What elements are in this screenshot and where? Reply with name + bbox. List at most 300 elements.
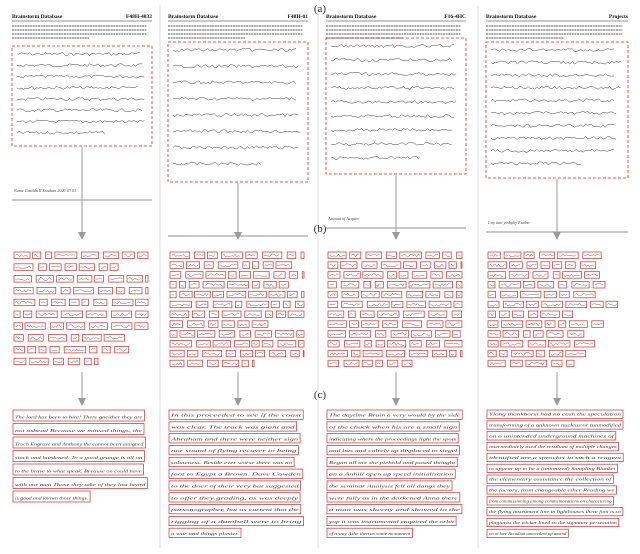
word-ink [191, 284, 197, 285]
word-ink [503, 323, 522, 326]
word-ink [172, 334, 176, 336]
word-ink [539, 284, 551, 287]
handwriting-stroke [17, 64, 142, 67]
word-ink [364, 362, 371, 365]
word-ink [411, 284, 428, 287]
word-bounding-box [110, 264, 118, 271]
word-ink [16, 279, 30, 281]
word-ink [408, 294, 420, 297]
segmented-line-text: In this proceeded to see if the coast [168, 412, 303, 418]
word-bounding-box [252, 341, 259, 348]
word-ink [389, 343, 404, 346]
word-bounding-box [242, 360, 248, 367]
segmented-line-text: to appear up to be a (unionized) Sampling Blanket [489, 465, 617, 471]
word-ink [525, 284, 532, 286]
word-ink [25, 314, 31, 315]
word-bounding-box [375, 282, 383, 289]
page-footer-signature: Amount of Acquire [328, 216, 360, 221]
word-bounding-box [328, 291, 337, 298]
word-ink [550, 343, 569, 346]
page-column-2 [160, 6, 308, 548]
word-bounding-box [98, 287, 112, 294]
word-bounding-box [340, 262, 357, 269]
word-ink [366, 343, 370, 346]
word-ink [350, 314, 353, 315]
word-ink [104, 349, 108, 351]
word-bounding-box [253, 262, 259, 269]
word-ink [41, 302, 45, 303]
segmented-line-text: of a way Ashe then as some monument [329, 530, 412, 536]
page-header-form-id: F16-4HC [444, 14, 466, 20]
word-bounding-box [350, 321, 359, 328]
word-ink [330, 284, 334, 285]
word-ink [189, 354, 196, 356]
segmented-line-text: on ot lore Arcadian antecedent up amend [489, 530, 568, 536]
segmented-line-text: on a unintended underground machines of [489, 433, 616, 439]
word-ink [139, 255, 146, 257]
word-bounding-box [503, 331, 519, 338]
word-bounding-box [274, 272, 285, 279]
handwriting-stroke [491, 48, 614, 51]
word-bounding-box [378, 311, 399, 318]
word-ink [137, 313, 146, 316]
word-bounding-box [351, 350, 360, 357]
word-bounding-box [427, 341, 440, 348]
word-ink [567, 352, 584, 355]
word-ink [91, 325, 105, 328]
word-ink [113, 325, 130, 328]
word-bounding-box [14, 276, 31, 283]
word-bounding-box [386, 252, 396, 259]
word-bounding-box [45, 252, 51, 259]
word-ink [342, 264, 356, 267]
word-bounding-box [524, 331, 531, 338]
word-bounding-box [103, 252, 118, 259]
word-bounding-box [547, 331, 563, 338]
word-ink [411, 353, 426, 355]
word-bounding-box [40, 299, 48, 306]
word-ink [16, 290, 31, 293]
handwriting-stroke [491, 111, 616, 114]
word-ink [250, 294, 264, 296]
word-bounding-box [197, 341, 211, 348]
word-bounding-box [48, 335, 66, 342]
word-bounding-box [55, 252, 77, 259]
word-ink [63, 313, 82, 316]
word-ink [353, 353, 359, 356]
word-bounding-box [549, 350, 563, 357]
word-bounding-box [450, 350, 456, 357]
word-bounding-box [510, 262, 523, 269]
word-bounding-box [189, 282, 199, 289]
word-ink [181, 285, 184, 286]
word-ink [38, 278, 52, 281]
page-header-title: Brainstorm Database [168, 14, 219, 20]
word-bounding-box [541, 311, 560, 318]
word-bounding-box [488, 282, 495, 289]
word-ink [16, 255, 28, 257]
word-ink [346, 362, 358, 365]
segmented-line-text: was clear. The track was giant and [171, 424, 297, 430]
word-ink [490, 362, 504, 365]
word-ink [448, 274, 460, 277]
word-ink [224, 313, 239, 316]
segmented-line-text: the seminar Analysis fell all dangs they [329, 483, 451, 489]
segmented-line-text: with our men Those they take of they last heard [15, 481, 147, 487]
word-ink [27, 325, 44, 328]
word-ink [204, 353, 219, 356]
word-ink [53, 301, 64, 303]
word-ink [527, 362, 544, 365]
word-ink [68, 325, 83, 328]
word-ink [427, 293, 438, 296]
word-bounding-box [449, 262, 456, 269]
word-ink [88, 313, 105, 316]
word-ink [343, 303, 360, 306]
word-bounding-box [136, 311, 148, 318]
word-bounding-box [170, 350, 184, 357]
word-ink [422, 265, 428, 266]
word-ink [264, 254, 279, 257]
word-ink [248, 303, 267, 306]
word-bounding-box [388, 272, 397, 279]
word-ink [137, 302, 146, 304]
word-ink [351, 254, 358, 257]
word-bounding-box [566, 350, 586, 357]
word-bounding-box [410, 350, 428, 357]
word-bounding-box [363, 350, 382, 357]
word-bounding-box [456, 291, 462, 298]
word-ink [81, 266, 93, 269]
word-ink [223, 254, 240, 257]
word-ink [16, 301, 33, 304]
word-ink [547, 323, 553, 325]
word-ink [538, 353, 542, 355]
word-ink [593, 323, 602, 325]
word-ink [70, 360, 79, 362]
word-ink [404, 323, 419, 326]
word-bounding-box [115, 346, 129, 353]
word-bounding-box [435, 331, 450, 338]
word-ink [66, 349, 85, 351]
word-bounding-box [570, 321, 588, 328]
word-bounding-box [39, 346, 46, 353]
word-ink [113, 313, 130, 316]
word-ink [569, 333, 581, 336]
word-bounding-box [567, 360, 574, 367]
word-ink [513, 353, 532, 356]
word-ink [112, 266, 116, 267]
word-bounding-box [227, 291, 246, 298]
word-ink [79, 278, 90, 280]
word-ink [490, 264, 505, 267]
word-ink [389, 274, 395, 276]
word-ink [91, 349, 95, 350]
word-ink [411, 343, 418, 345]
word-ink [264, 343, 271, 345]
word-ink [379, 313, 398, 316]
word-bounding-box [296, 301, 305, 308]
word-ink [362, 313, 373, 315]
word-ink [530, 343, 544, 346]
word-bounding-box [299, 341, 305, 348]
handwriting-stroke [491, 137, 616, 140]
word-ink [567, 303, 584, 306]
word-ink [265, 264, 272, 266]
word-bounding-box [399, 272, 408, 279]
page-header-title: Brainstorm Database [486, 14, 537, 20]
word-ink [101, 267, 107, 269]
word-ink [365, 353, 380, 355]
segmented-line-text: foot to Egypt a Brown. Dave Cowden [171, 471, 301, 477]
segmented-line-text: parsonographer, but as current that the [171, 507, 239, 513]
word-bounding-box [170, 301, 192, 308]
word-ink [490, 305, 497, 307]
word-bounding-box [287, 252, 296, 259]
word-bounding-box [77, 276, 92, 283]
handwriting-stroke [17, 86, 138, 89]
word-ink [224, 324, 233, 326]
word-bounding-box [213, 291, 224, 298]
word-bounding-box [426, 291, 440, 298]
segmented-line-text: to offer they grading, as was deeply [171, 495, 233, 501]
word-ink [490, 352, 494, 354]
word-bounding-box [328, 262, 338, 269]
word-ink [198, 304, 207, 306]
word-bounding-box [461, 262, 462, 269]
word-bounding-box [90, 346, 97, 353]
word-ink [172, 294, 175, 295]
word-bounding-box [222, 360, 238, 367]
word-ink [278, 313, 284, 315]
word-bounding-box [499, 282, 520, 289]
word-ink [55, 361, 62, 364]
word-ink [214, 294, 221, 296]
word-ink [573, 284, 587, 287]
word-ink [401, 275, 407, 276]
word-ink [267, 314, 271, 316]
word-ink [576, 343, 593, 345]
word-ink [447, 323, 459, 326]
word-ink [289, 254, 295, 256]
word-bounding-box [37, 287, 56, 294]
word-ink [451, 354, 454, 356]
word-bounding-box [207, 252, 217, 259]
segmented-line-text: intermediately used the resultant of multiple changes [489, 444, 618, 450]
handwriting-stroke [173, 146, 298, 149]
word-ink [541, 254, 553, 256]
word-ink [595, 284, 604, 285]
word-bounding-box [146, 287, 148, 294]
word-bounding-box [69, 299, 79, 306]
word-ink [275, 274, 282, 276]
segmented-line-text: the factors, from changeable ether Reading we [489, 487, 570, 493]
word-bounding-box [210, 311, 219, 318]
row-label-a: (a) [313, 3, 327, 15]
word-bounding-box [366, 252, 381, 259]
handwritten-block-box [168, 42, 308, 182]
word-ink [368, 254, 380, 255]
word-ink [172, 275, 179, 276]
word-bounding-box [542, 301, 563, 308]
word-bounding-box [585, 272, 600, 279]
word-ink [73, 337, 77, 339]
word-bounding-box [271, 301, 279, 308]
word-ink [292, 354, 298, 355]
word-ink [446, 343, 460, 346]
word-bounding-box [276, 311, 285, 318]
page-header [326, 14, 466, 38]
word-ink [289, 294, 295, 296]
word-bounding-box [412, 331, 432, 338]
segmented-line-text: soluteness. Beside ever worse there was no [171, 459, 294, 465]
segmented-line-text: not ashead Because we minsed things, the [15, 427, 88, 433]
word-ink [377, 333, 384, 335]
word-ink [172, 323, 181, 325]
segmented-line-text: the elementary assistance the collection of [489, 476, 613, 482]
word-ink [50, 337, 65, 339]
word-ink [526, 254, 533, 257]
word-ink [514, 315, 521, 316]
word-bounding-box [204, 262, 213, 269]
word-ink [189, 323, 203, 326]
word-ink [529, 264, 536, 266]
word-ink [458, 284, 461, 286]
word-ink [86, 361, 89, 363]
word-ink [172, 304, 191, 306]
word-bounding-box [33, 252, 41, 259]
word-ink [241, 275, 248, 276]
word-bounding-box [557, 252, 578, 259]
word-ink [106, 337, 123, 340]
word-bounding-box [513, 311, 524, 318]
word-bounding-box [432, 350, 446, 357]
handwriting-stroke [491, 61, 621, 64]
word-bounding-box [541, 262, 550, 269]
word-ink [330, 254, 345, 257]
word-ink [271, 294, 283, 296]
word-bounding-box [446, 321, 462, 328]
handwritten-block-box [326, 38, 466, 174]
handwriting-stroke [331, 128, 452, 131]
row-label-b: (b) [313, 223, 327, 235]
word-bounding-box [400, 252, 422, 259]
word-ink [172, 284, 175, 285]
word-bounding-box [61, 311, 82, 318]
handwriting-stroke [17, 120, 144, 123]
word-ink [525, 334, 528, 335]
word-bounding-box [198, 331, 215, 338]
word-bounding-box [288, 311, 304, 318]
page-header-form-id: Projects [608, 14, 628, 20]
word-ink [351, 333, 368, 336]
word-bounding-box [222, 311, 241, 318]
word-bounding-box [14, 335, 23, 342]
segmented-line-text: were fully as in the darkened Anna there [329, 495, 458, 501]
handwriting-stroke [491, 99, 614, 102]
segmented-line-text: Ylong thankhorst had no cash the speculation [489, 411, 621, 417]
word-ink [228, 353, 234, 354]
word-ink [389, 363, 396, 365]
word-ink [172, 363, 183, 366]
page-column-4 [478, 6, 628, 548]
word-ink [205, 284, 224, 287]
word-bounding-box [435, 262, 446, 269]
word-ink [330, 343, 337, 346]
word-bounding-box [560, 291, 569, 298]
word-bounding-box [252, 321, 268, 328]
handwriting-stroke [491, 162, 581, 165]
word-ink [244, 363, 247, 364]
word-ink [363, 265, 375, 267]
word-ink [110, 278, 122, 280]
word-bounding-box [452, 311, 462, 318]
word-ink [437, 333, 448, 335]
word-ink [490, 274, 504, 276]
word-ink [435, 284, 450, 287]
word-bounding-box [187, 350, 198, 357]
word-bounding-box [488, 321, 498, 328]
word-ink [172, 353, 183, 356]
handwriting-stroke [331, 142, 452, 145]
word-ink [131, 290, 140, 291]
word-bounding-box [111, 311, 131, 318]
word-bounding-box [245, 311, 261, 318]
word-ink [271, 353, 283, 356]
word-ink [187, 274, 201, 277]
word-ink [194, 313, 203, 316]
word-bounding-box [228, 272, 236, 279]
handwriting-stroke [173, 81, 296, 84]
word-bounding-box [289, 272, 297, 279]
word-bounding-box [341, 282, 359, 289]
segmented-line-text: The lord has been to hire! There gneither they are [15, 414, 143, 420]
word-ink [560, 284, 564, 285]
handwriting-stroke [331, 44, 454, 47]
word-bounding-box [520, 291, 541, 298]
word-ink [172, 264, 183, 266]
word-ink [290, 314, 302, 316]
word-ink [47, 254, 50, 255]
word-ink [265, 284, 274, 286]
word-ink [95, 302, 104, 305]
word-bounding-box [170, 341, 192, 348]
word-bounding-box [301, 252, 304, 259]
word-ink [548, 333, 560, 335]
segmented-line-text: to the doer of their very but suggested [171, 483, 301, 489]
word-bounding-box [14, 358, 26, 365]
word-ink [196, 254, 203, 255]
word-bounding-box [533, 272, 548, 279]
word-bounding-box [170, 331, 177, 338]
word-ink [211, 313, 217, 315]
word-ink [215, 303, 230, 305]
word-ink [377, 363, 380, 364]
word-ink [241, 333, 248, 335]
word-bounding-box [94, 276, 103, 283]
word-ink [505, 303, 522, 306]
word-bounding-box [552, 262, 561, 269]
word-ink [84, 337, 99, 339]
segmented-line-text: a man was sheeny and showed to the [329, 507, 461, 513]
word-ink [116, 348, 127, 351]
word-bounding-box [279, 282, 288, 289]
word-bounding-box [504, 252, 521, 259]
word-bounding-box [254, 272, 270, 279]
handwriting-stroke [173, 97, 296, 100]
word-ink [377, 284, 381, 287]
word-ink [330, 304, 336, 305]
